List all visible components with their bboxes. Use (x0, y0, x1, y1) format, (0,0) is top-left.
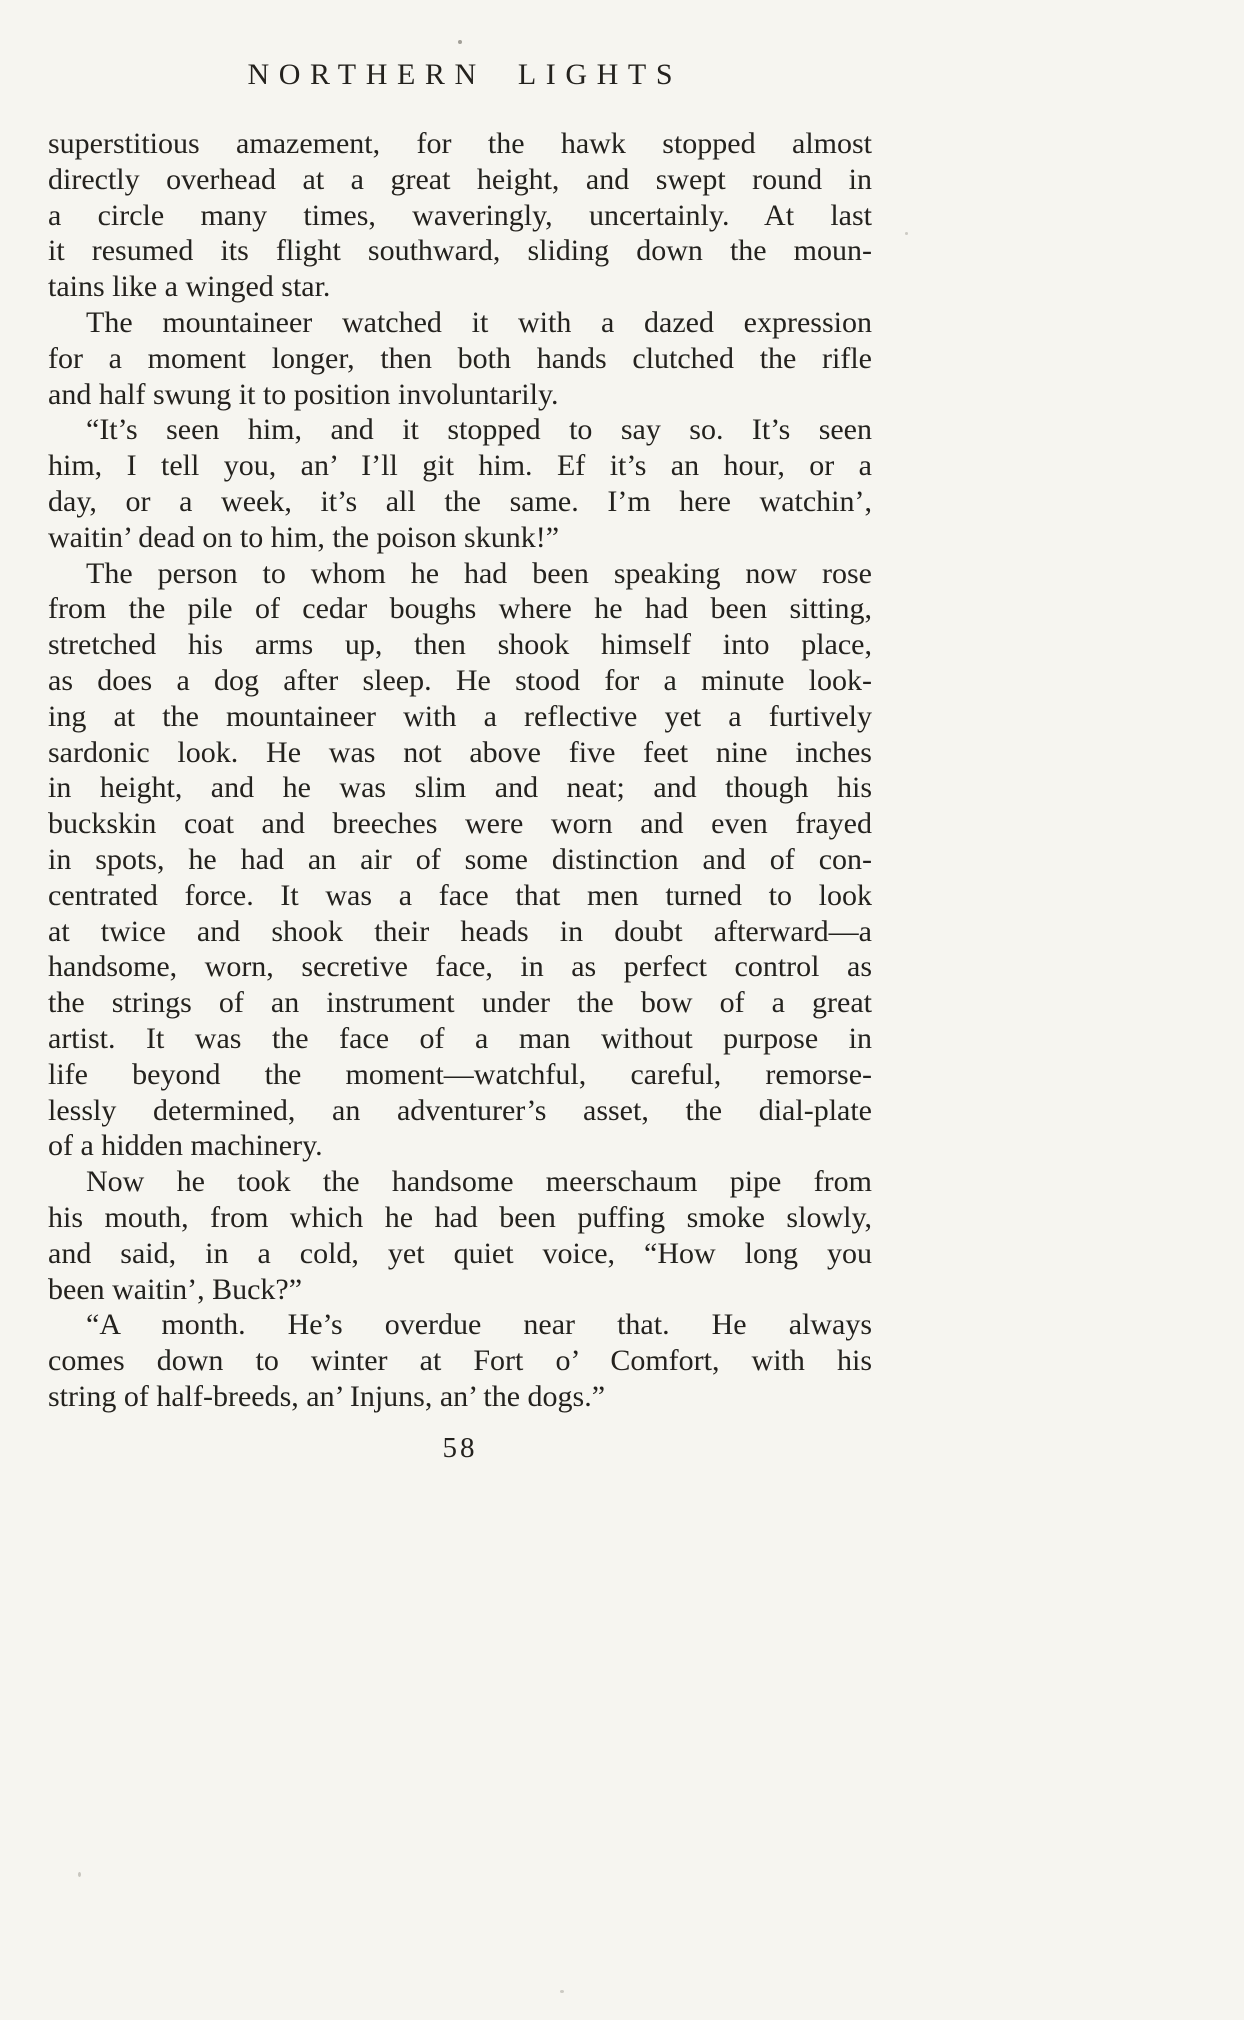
text-line: comes down to winter at Fort o’ Comfort, with his (48, 1344, 872, 1378)
text-line: stretched his arms up, then shook himself into place, (48, 628, 872, 662)
paragraph (48, 1307, 872, 1414)
running-head: NORTHERN LIGHTS (247, 58, 683, 91)
text-line: of a hidden machinery. (48, 1129, 323, 1163)
text-line: day, or a week, it’s all the same. I’m here watchin’, (48, 484, 872, 518)
text-line: buckskin coat and breeches were worn and even frayed (48, 807, 872, 841)
text-line: it resumed its flight southward, sliding down the moun- (48, 234, 872, 268)
paragraph (48, 412, 872, 555)
text-line: and half swung it to position involuntarily. (48, 377, 559, 411)
page-content (48, 0, 872, 1465)
text-line: “A month. He’s overdue near that. He always (86, 1308, 872, 1342)
text-line: Now he took the handsome meerschaum pipe from (86, 1165, 872, 1199)
paragraph (48, 126, 872, 305)
scan-speck (560, 1990, 564, 1993)
text-line: a circle many times, waveringly, uncertainly. At last (48, 198, 872, 232)
text-line: waitin’ dead on to him, the poison skunk!” (48, 520, 560, 554)
text-line: life beyond the moment—watchful, careful, remorse- (48, 1057, 872, 1091)
text-line: in height, and he was slim and neat; and though his (48, 771, 872, 805)
text-line: The mountaineer watched it with a dazed expression (86, 305, 872, 339)
text-line: lessly determined, an adventurer’s asset, the dial-plate (48, 1093, 872, 1127)
text-line: centrated force. It was a face that men turned to look (48, 878, 872, 912)
text-line: and said, in a cold, yet quiet voice, “How long you (48, 1236, 872, 1270)
text-block (48, 126, 872, 1415)
text-line: his mouth, from which he had been puffing smoke slowly, (48, 1200, 872, 1234)
text-line: artist. It was the face of a man without purpose in (48, 1021, 872, 1055)
text-line: as does a dog after sleep. He stood for a minute look- (48, 663, 872, 697)
text-line: The person to whom he had been speaking now rose (86, 556, 872, 590)
text-line: directly overhead at a great height, and swept round in (48, 162, 872, 196)
paragraph (48, 556, 872, 1165)
page-number: 58 (442, 1431, 478, 1464)
text-line: at twice and shook their heads in doubt afterward—a (48, 914, 872, 948)
text-line: in spots, he had an air of some distinction and of con- (48, 842, 872, 876)
text-line: been waitin’, Buck?” (48, 1272, 303, 1306)
text-line: the strings of an instrument under the bow of a great (48, 986, 872, 1020)
scan-speck (78, 1872, 81, 1877)
text-line: him, I tell you, an’ I’ll git him. Ef it’s an hour, or a (48, 449, 872, 483)
text-line: for a moment longer, then both hands clutched the rifle (48, 341, 872, 375)
text-line: ing at the mountaineer with a reflective yet a furtively (48, 699, 872, 733)
paragraph (48, 305, 872, 412)
text-line: superstitious amazement, for the hawk stopped almost (48, 127, 872, 160)
text-line: from the pile of cedar boughs where he had been sitting, (48, 592, 872, 626)
text-line: string of half-breeds, an’ Injuns, an’ the dogs.” (48, 1379, 606, 1413)
paragraph (48, 1164, 872, 1307)
text-line: tains like a winged star. (48, 270, 331, 304)
text-line: “It’s seen him, and it stopped to say so. It’s seen (86, 413, 872, 447)
text-line: handsome, worn, secretive face, in as perfect control as (48, 950, 872, 984)
text-line: sardonic look. He was not above five feet nine inches (48, 735, 872, 769)
scan-speck (905, 232, 908, 235)
